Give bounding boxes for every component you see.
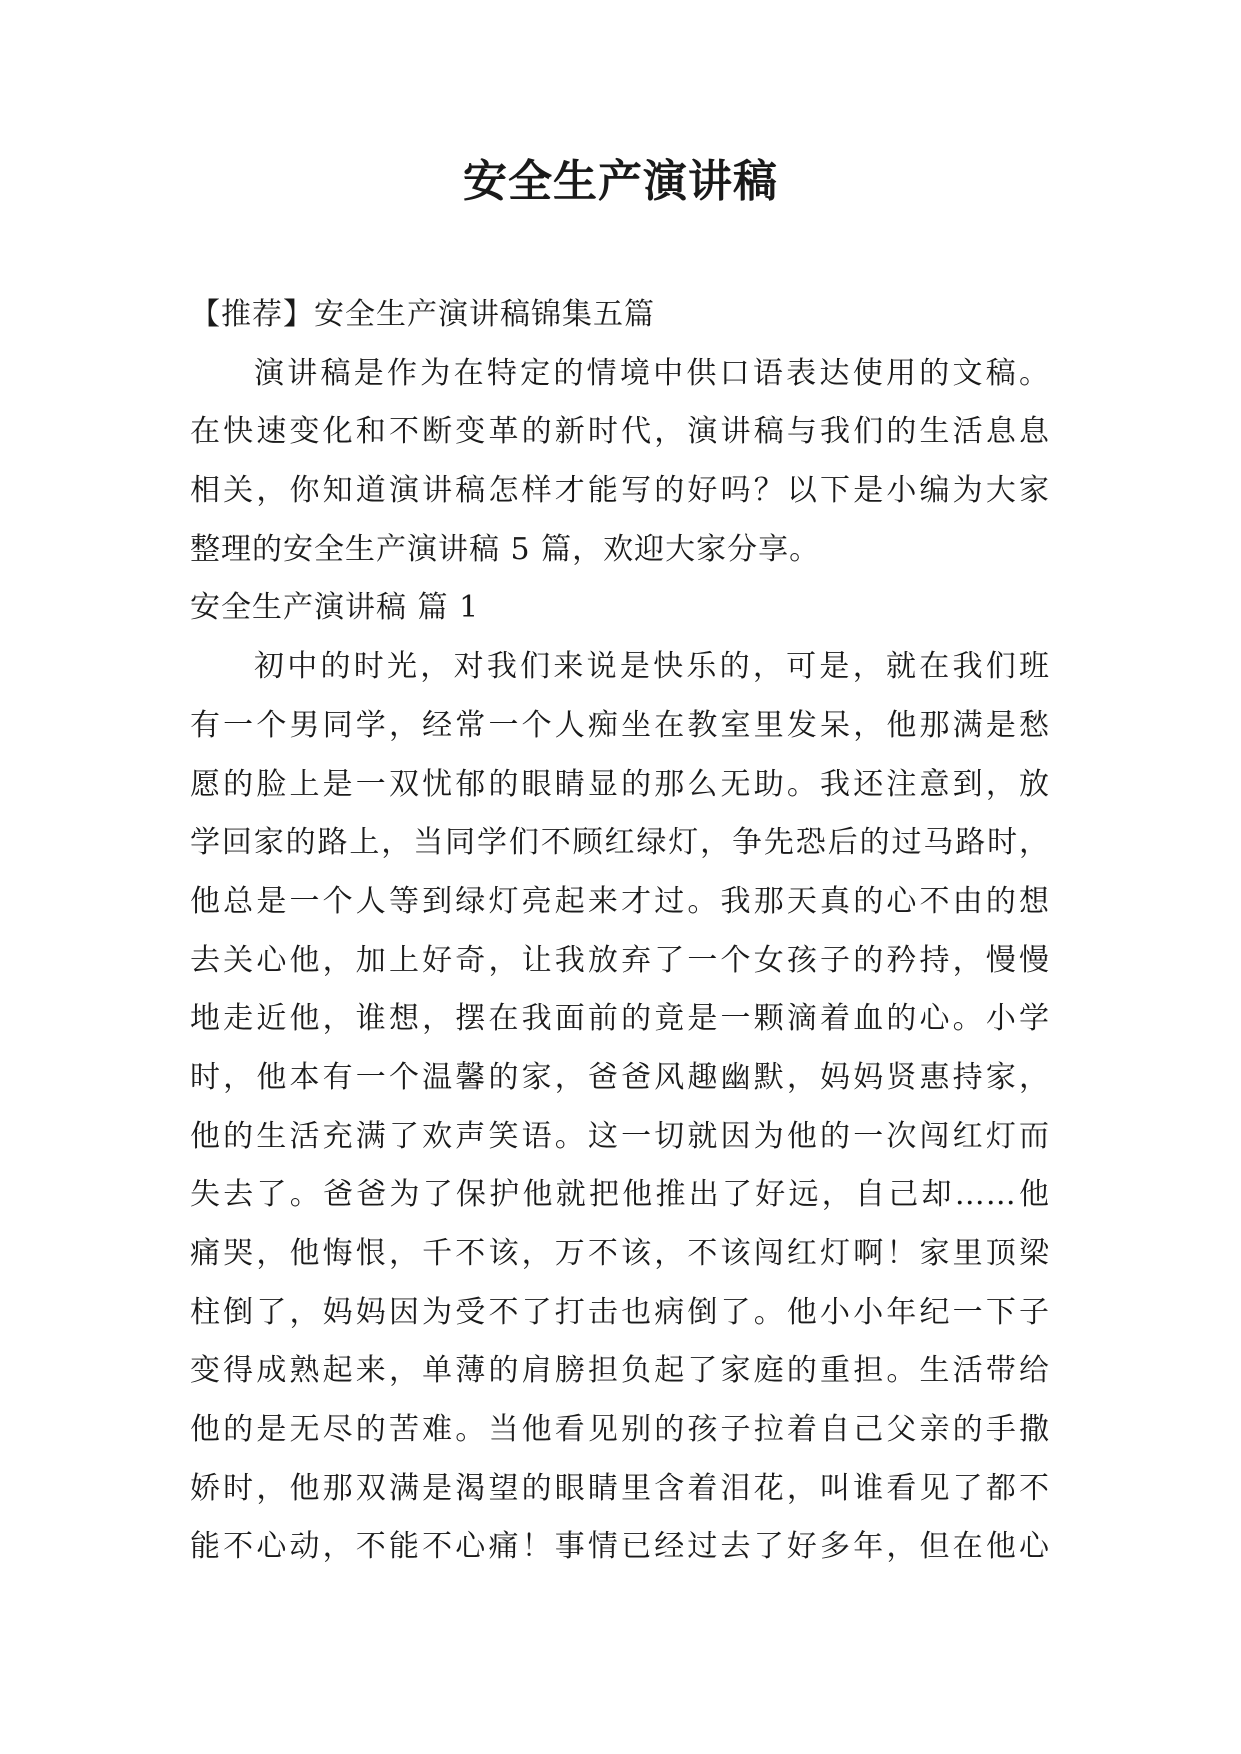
text-line: 【推荐】安全生产演讲稿锦集五篇 (190, 297, 655, 332)
text-line: 在快速变化和不断变革的新时代，演讲稿与我们的生活息息 (190, 414, 1050, 450)
text-line: 痛哭，他悔恨，千不该，万不该，不该闯红灯啊！家里顶梁 (190, 1236, 1050, 1271)
text-line: 整理的安全生产演讲稿 5 篇，欢迎大家分享。 (190, 531, 821, 567)
text-line: 相关，你知道演讲稿怎样才能写的好吗？以下是小编为大家 (190, 473, 1050, 509)
section-heading: 安全生产演讲稿 篇 1 (190, 590, 480, 626)
text-line: 娇时，他那双满是渴望的眼睛里含着泪花，叫谁看见了都不 (190, 1470, 1050, 1506)
text-line: 学回家的路上，当同学们不顾红绿灯，争先恐后的过马路时， (190, 825, 1050, 861)
text-line: 地走近他，谁想，摆在我面前的竟是一颗滴着血的心。小学 (190, 1001, 1050, 1037)
text-line: 能不心动，不能不心痛！事情已经过去了好多年，但在他心 (190, 1529, 1050, 1565)
text-line: 时，他本有一个温馨的家，爸爸风趣幽默，妈妈贤惠持家， (190, 1059, 1050, 1095)
text-line: 初中的时光，对我们来说是快乐的，可是，就在我们班 (254, 649, 1050, 685)
text-line: 柱倒了，妈妈因为受不了打击也病倒了。他小小年纪一下子 (190, 1294, 1050, 1330)
text-line: 愿的脸上是一双忧郁的眼睛显的那么无助。我还注意到，放 (190, 766, 1050, 802)
text-line: 有一个男同学，经常一个人痴坐在教室里发呆，他那满是愁 (190, 707, 1050, 743)
document-title: 安全生产演讲稿 (463, 156, 778, 207)
text-line: 他总是一个人等到绿灯亮起来才过。我那天真的心不由的想 (190, 883, 1050, 919)
text-line: 演讲稿是作为在特定的情境中供口语表达使用的文稿。 (254, 355, 1050, 391)
document-body (190, 286, 1050, 1577)
text-line: 他的是无尽的苦难。当他看见别的孩子拉着自己父亲的手撒 (190, 1412, 1050, 1448)
text-line: 去关心他，加上好奇，让我放弃了一个女孩子的矜持，慢慢 (190, 942, 1050, 978)
text-line: 变得成熟起来，单薄的肩膀担负起了家庭的重担。生活带给 (190, 1353, 1050, 1389)
text-line: 他的生活充满了欢声笑语。这一切就因为他的一次闯红灯而 (190, 1118, 1050, 1154)
text-line: 失去了。爸爸为了保护他就把他推出了好远，自己却……他 (190, 1177, 1050, 1213)
